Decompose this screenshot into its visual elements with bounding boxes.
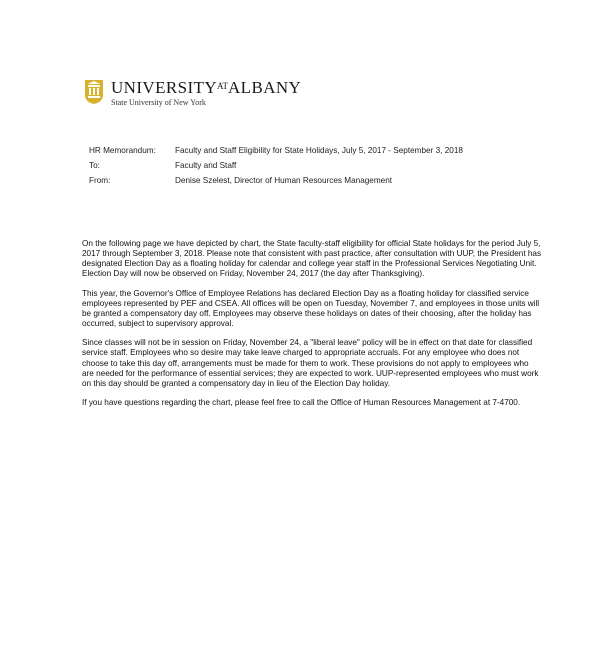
- memo-value: Faculty and Staff: [175, 161, 237, 170]
- memo-label: HR Memorandum:: [89, 146, 156, 155]
- body-paragraph: Since classes will not be in session on Friday, November 24, a "liberal leave" policy will be in effect on that date for classified service staff. Employees who so desire may take leave charged to appropriate accruals. For any employee who does not choose to take this day off, arrangements must be made for them to work. These provisions do not apply to employees who are needed for the performance of essential services; they are expected to work. UUP-represented employees who must work on this day should be granted a compensatory day in lieu of the Election Day holiday.: [82, 338, 539, 388]
- memo-value: Denise Szelest, Director of Human Resources Management: [175, 176, 393, 185]
- university-seal-icon: [83, 79, 105, 105]
- body-paragraph: If you have questions regarding the chart, please feel free to call the Office of Human Resources Management at 7-4700.: [82, 398, 521, 408]
- memo-body: [82, 239, 542, 418]
- memo-label: From:: [89, 176, 111, 185]
- memo-value: Faculty and Staff Eligibility for State Holidays, July 5, 2017 - September 3, 2018: [175, 146, 463, 155]
- university-name: [111, 78, 301, 96]
- logo-main-text: UNIVERSITY: [111, 78, 217, 97]
- memo-header: [89, 143, 463, 188]
- university-logo: [83, 78, 301, 107]
- memo-row-to: [89, 158, 463, 173]
- body-paragraph: On the following page we have depicted by chart, the State faculty-staff eligibility for official State holidays for the period July 5, 2017 through September 3, 2018. Please note that consistent with past practice, after consultation with UUP, the President has designated Election Day as a floating holiday for calendar and college year staff in the Professional Services Negotiating Unit. Election Day will now be observed on Friday, November 24, 2017 (the day after Thanksgiving).: [82, 239, 542, 279]
- memo-label: To:: [89, 161, 100, 170]
- memo-row-subject: [89, 143, 463, 158]
- body-paragraph: This year, the Governor's Office of Employee Relations has declared Election Day as a floating holiday for classified service employees represented by PEF and CSEA. All offices will be open on Tuesday, November 7, and employees in those units will be granted a compensatory day off. Employees may observe these holidays on dates of their choosing, after the holiday has occurred, subject to supervisory approval.: [82, 288, 540, 328]
- logo-name-text: ALBANY: [228, 78, 302, 97]
- university-subtitle: State University of New York: [111, 98, 206, 107]
- memo-row-from: [89, 173, 463, 188]
- logo-at-text: AT: [217, 81, 228, 91]
